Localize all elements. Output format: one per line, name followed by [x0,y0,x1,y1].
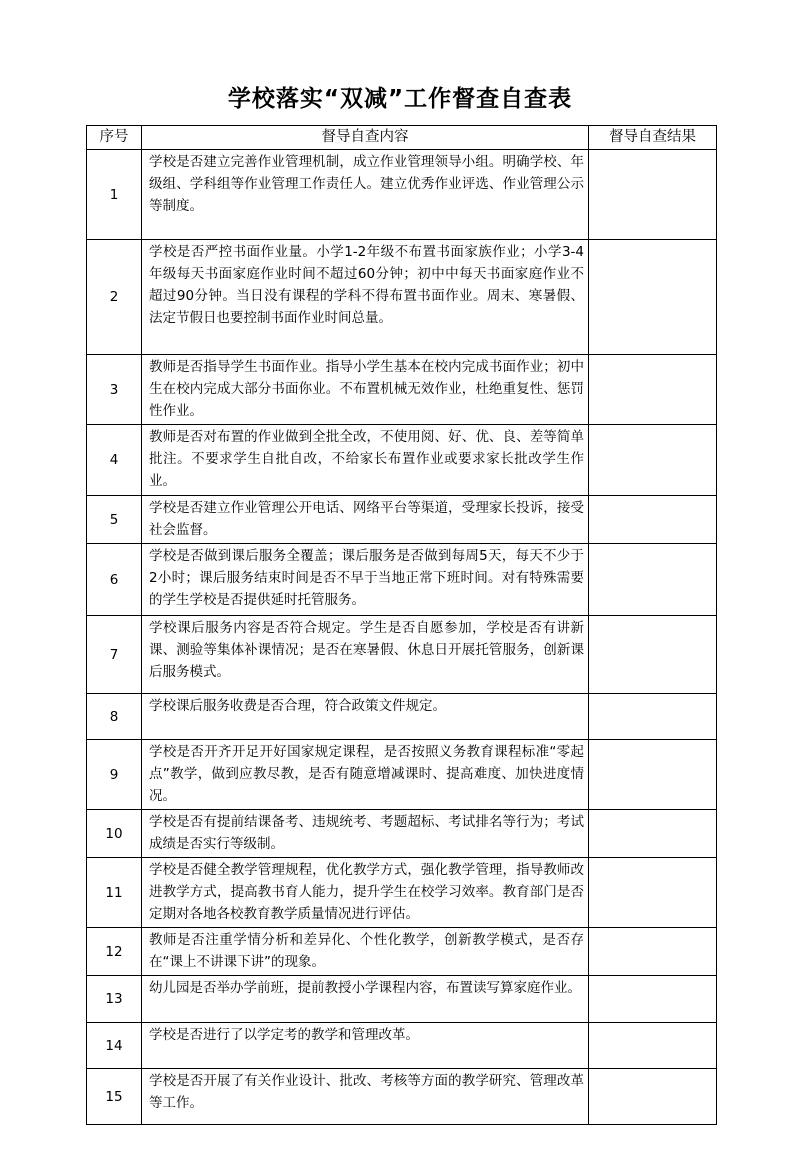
table-row [87,694,717,740]
row-content: 学校是否建立作业管理公开电话、网络平台等渠道，受理家长投诉，接受社会监督。 [142,496,589,544]
table-row [87,740,717,810]
row-number: 8 [87,694,142,740]
inspection-table [86,125,717,1125]
row-result-cell [589,740,717,810]
row-result-cell [589,694,717,740]
table-row [87,355,717,425]
row-content: 教师是否对布置的作业做到全批全改，不使用阅、好、优、良、差等简单批注。不要求学生自批自改，不给家长布置作业或要求家长批改学生作业。 [142,425,589,496]
row-result-cell [589,858,717,928]
row-content: 学校是否严控书面作业量。小学1-2年级不布置书面家族作业；小学3-4年级每天书面家庭作业时间不超过60分钟；初中中每天书面家庭作业不超过90分钟。当日没有课程的学科不得布置书面作业。周末、寒暑假、法定节假日也要控制书面作业时间总量。 [142,240,589,355]
table-row [87,928,717,976]
row-number: 9 [87,740,142,810]
table-row [87,240,717,355]
row-content: 教师是否注重学情分析和差异化、个性化教学，创新教学模式，是否存在“课上不讲课下讲”的现象。 [142,928,589,976]
row-result-cell [589,240,717,355]
row-number: 11 [87,858,142,928]
row-content: 学校是否开齐开足开好国家规定课程，是否按照义务教育课程标准“零起点”教学，做到应教尽教，是否有随意增减课时、提高难度、加快进度情况。 [142,740,589,810]
row-content: 学校是否进行了以学定考的教学和管理改革。 [142,1023,589,1069]
row-result-cell [589,355,717,425]
row-result-cell [589,976,717,1023]
column-header-content: 督导自查内容 [142,126,589,150]
table-row [87,858,717,928]
row-number: 15 [87,1069,142,1125]
row-number: 5 [87,496,142,544]
row-number: 6 [87,544,142,616]
row-content: 学校是否开展了有关作业设计、批改、考核等方面的教学研究、管理改革等工作。 [142,1069,589,1125]
row-number: 7 [87,616,142,694]
row-number: 14 [87,1023,142,1069]
row-number: 1 [87,150,142,240]
row-result-cell [589,1023,717,1069]
table-row [87,1023,717,1069]
row-content: 学校是否做到课后服务全覆盖；课后服务是否做到每周5天，每天不少于2小时；课后服务结束时间是否不早于当地正常下班时间。对有特殊需要的学生学校是否提供延时托管服务。 [142,544,589,616]
row-number: 13 [87,976,142,1023]
table-row [87,150,717,240]
row-content: 学校是否建立完善作业管理机制，成立作业管理领导小组。明确学校、年级组、学科组等作业管理工作责任人。建立优秀作业评选、作业管理公示等制度。 [142,150,589,240]
column-header-number: 序号 [87,126,142,150]
table-row [87,810,717,858]
row-result-cell [589,928,717,976]
row-content: 学校课后服务收费是否合理，符合政策文件规定。 [142,694,589,740]
row-number: 4 [87,425,142,496]
row-content: 学校是否健全教学管理规程，优化教学方式，强化教学管理，指导教师改进教学方式，提高教书育人能力，提升学生在校学习效率。教育部门是否定期对各地各校教育教学质量情况进行评估。 [142,858,589,928]
row-result-cell [589,425,717,496]
row-result-cell [589,810,717,858]
row-content: 教师是否指导学生书面作业。指导小学生基本在校内完成书面作业；初中生在校内完成大部分书面你业。不布置机械无效作业，杜绝重复性、惩罚性作业。 [142,355,589,425]
table-row [87,496,717,544]
row-number: 10 [87,810,142,858]
row-number: 3 [87,355,142,425]
table-row [87,425,717,496]
table-row [87,616,717,694]
table-header-row [87,126,717,150]
row-number: 12 [87,928,142,976]
page-title: 学校落实“双减”工作督查自查表 [227,86,573,112]
table-row [87,544,717,616]
row-result-cell [589,150,717,240]
row-content: 幼儿园是否举办学前班，提前教授小学课程内容，布置读写算家庭作业。 [142,976,589,1023]
row-content: 学校课后服务内容是否符合规定。学生是否自愿参加，学校是否有讲新课、测验等集体补课情况；是否在寒暑假、休息日开展托管服务，创新课后服务模式。 [142,616,589,694]
row-result-cell [589,1069,717,1125]
row-content: 学校是否有提前结课备考、违规统考、考题超标、考试排名等行为；考试成绩是否实行等级制。 [142,810,589,858]
table-row [87,1069,717,1125]
row-result-cell [589,496,717,544]
row-result-cell [589,544,717,616]
table-row [87,976,717,1023]
column-header-result: 督导自查结果 [589,126,717,150]
row-number: 2 [87,240,142,355]
row-result-cell [589,616,717,694]
